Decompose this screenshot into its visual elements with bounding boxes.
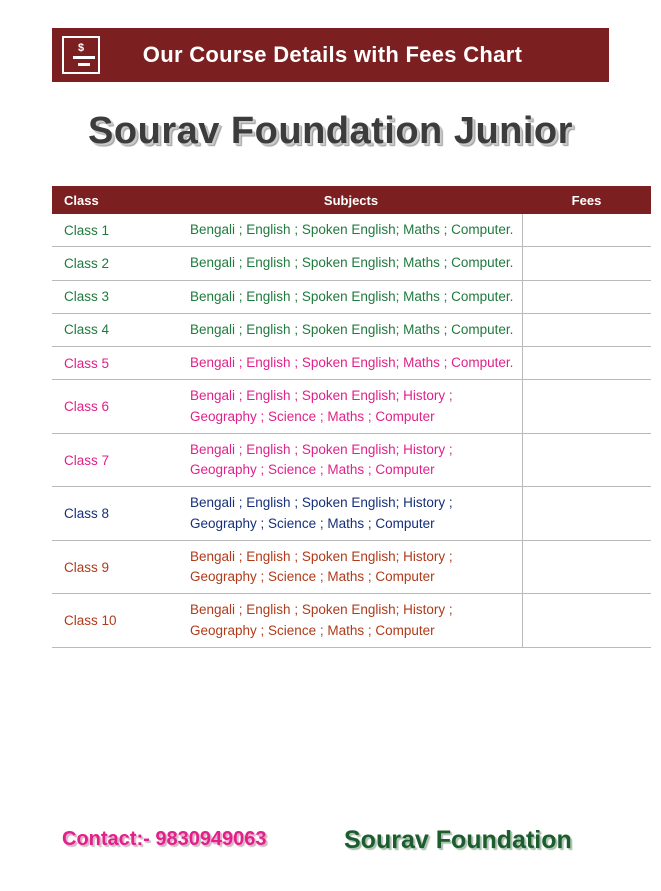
- cell-fees: [522, 347, 651, 380]
- table-row: [52, 247, 651, 280]
- cell-subjects: Bengali ; English ; Spoken English; History ; Geography ; Science ; Maths ; Computer: [180, 433, 522, 487]
- table-row: [52, 380, 651, 434]
- table-body: [52, 214, 651, 647]
- header-title: Our Course Details with Fees Chart: [142, 42, 523, 67]
- table-header: [52, 186, 651, 214]
- cell-class: Class 2: [52, 247, 180, 280]
- cell-subjects: Bengali ; English ; Spoken English; History ; Geography ; Science ; Maths ; Computer: [180, 487, 522, 541]
- course-fees-table: [52, 186, 651, 648]
- cell-fees: [522, 433, 651, 487]
- cell-class: Class 6: [52, 380, 180, 434]
- contact-text: Contact:- 9830949063: [62, 828, 267, 850]
- cell-fees: [522, 594, 651, 648]
- cell-subjects: Bengali ; English ; Spoken English; Maths ; Computer.: [180, 247, 522, 280]
- cell-class: Class 10: [52, 594, 180, 648]
- cell-subjects: Bengali ; English ; Spoken English; History ; Geography ; Science ; Maths ; Computer: [180, 594, 522, 648]
- cell-subjects: Bengali ; English ; Spoken English; Maths ; Computer.: [180, 214, 522, 247]
- table-row: [52, 487, 651, 541]
- column-header-subjects: Subjects: [180, 186, 522, 214]
- table-row: [52, 594, 651, 648]
- table-header-row: [52, 186, 651, 214]
- document-icon-line: [78, 63, 90, 66]
- cell-fees: [522, 214, 651, 247]
- cell-fees: [522, 247, 651, 280]
- cell-subjects: Bengali ; English ; Spoken English; Maths ; Computer.: [180, 347, 522, 380]
- cell-fees: [522, 380, 651, 434]
- document-icon: [62, 36, 100, 74]
- table-row: [52, 540, 651, 594]
- table-row: [52, 433, 651, 487]
- table-row: [52, 347, 651, 380]
- document-icon-symbol: $: [77, 41, 85, 54]
- page-title: Sourav Foundation Junior: [88, 110, 573, 152]
- cell-fees: [522, 313, 651, 346]
- cell-subjects: Bengali ; English ; Spoken English; Maths ; Computer.: [180, 313, 522, 346]
- table-row: [52, 280, 651, 313]
- cell-subjects: Bengali ; English ; Spoken English; Maths ; Computer.: [180, 280, 522, 313]
- cell-fees: [522, 487, 651, 541]
- table-row: [52, 313, 651, 346]
- footer: [0, 820, 661, 880]
- header-banner: [52, 28, 609, 82]
- cell-subjects: Bengali ; English ; Spoken English; History ; Geography ; Science ; Maths ; Computer: [180, 380, 522, 434]
- brand-text: Sourav Foundation: [344, 826, 572, 854]
- cell-subjects: Bengali ; English ; Spoken English; History ; Geography ; Science ; Maths ; Computer: [180, 540, 522, 594]
- cell-class: Class 9: [52, 540, 180, 594]
- cell-class: Class 3: [52, 280, 180, 313]
- cell-class: Class 7: [52, 433, 180, 487]
- cell-class: Class 5: [52, 347, 180, 380]
- column-header-fees: Fees: [522, 186, 651, 214]
- cell-class: Class 1: [52, 214, 180, 247]
- cell-class: Class 8: [52, 487, 180, 541]
- cell-fees: [522, 280, 651, 313]
- cell-fees: [522, 540, 651, 594]
- document-icon-line: [73, 56, 95, 59]
- table-row: [52, 214, 651, 247]
- cell-class: Class 4: [52, 313, 180, 346]
- column-header-class: Class: [52, 186, 180, 214]
